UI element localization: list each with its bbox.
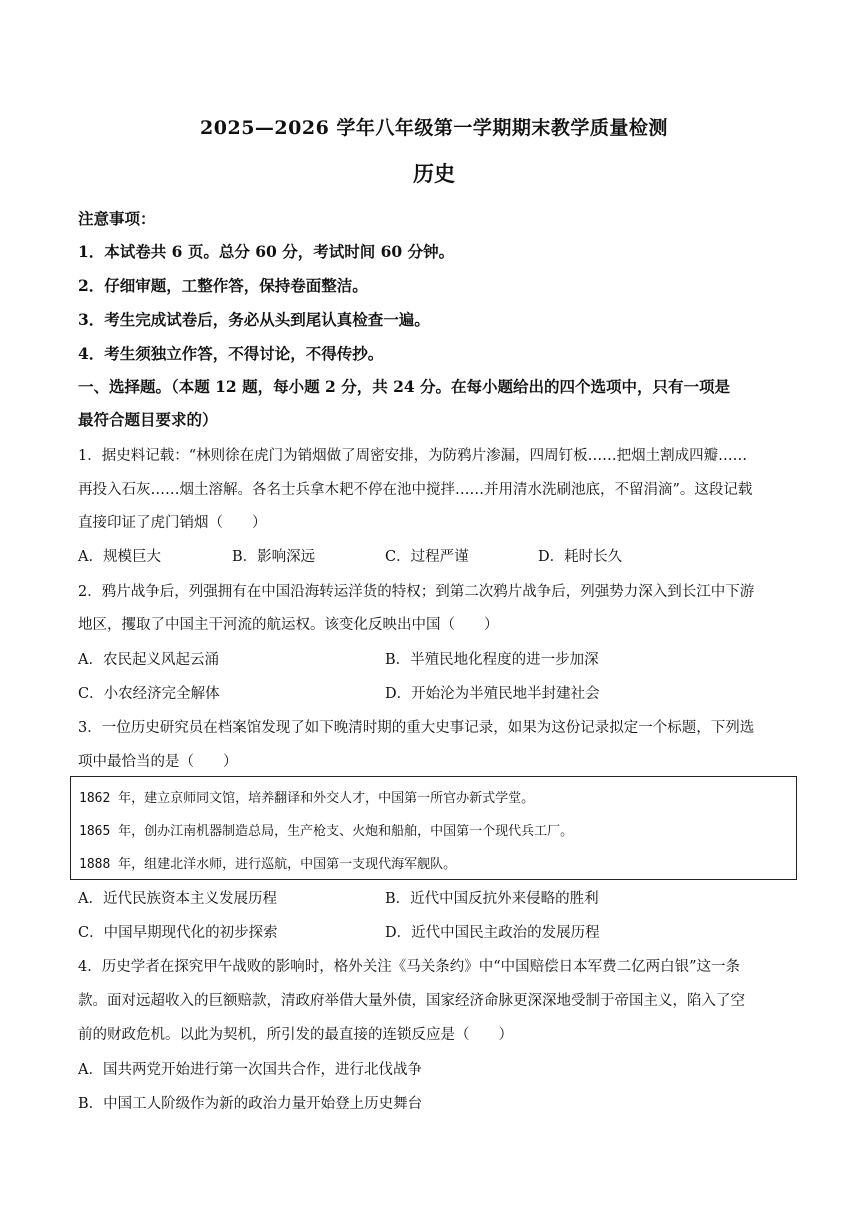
question-3-option-a[interactable]: A．近代民族资本主义发展历程: [78, 891, 277, 907]
question-1-option-b[interactable]: B．影响深远: [232, 549, 316, 565]
question-3-text: 项中最恰当的是（ ）: [78, 754, 238, 770]
question-4-option-b[interactable]: B．中国工人阶级作为新的政治力量开始登上历史舞台: [78, 1096, 423, 1112]
record-line: 1865 年，创办江南机器制造总局，生产枪支、火炮和船舶，中国第一个现代兵工厂。: [79, 824, 574, 839]
question-2-option-b[interactable]: B．半殖民地化程度的进一步加深: [385, 652, 599, 668]
notice-heading: 注意事项：: [78, 209, 156, 228]
section-heading-cont: 最符合题目要求的）: [78, 410, 218, 429]
subject-title: 历史: [413, 161, 455, 186]
question-2-option-c[interactable]: C．小农经济完全解体: [78, 686, 220, 702]
question-1-option-d[interactable]: D．耗时长久: [538, 549, 623, 565]
question-4-text: 款。面对远超收入的巨额赔款，清政府举借大量外债，国家经济命脉更深深地受制于帝国主义，陷入了空: [78, 993, 745, 1009]
notice-item: 3．考生完成试卷后，务必从头到尾认真检查一遍。: [78, 310, 430, 329]
question-2-option-d[interactable]: D．开始沦为半殖民地半封建社会: [385, 686, 600, 702]
question-3-text: 3．一位历史研究员在档案馆发现了如下晚清时期的重大史事记录，如果为这份记录拟定一个标题，下列选: [78, 720, 755, 736]
notice-item: 4．考生须独立作答，不得讨论，不得传抄。: [78, 344, 384, 363]
question-4-option-a[interactable]: A．国共两党开始进行第一次国共合作，进行北伐战争: [78, 1062, 422, 1078]
record-line: 1888 年，组建北洋水师，进行巡航，中国第一支现代海军舰队。: [79, 857, 457, 872]
question-3-option-c[interactable]: C．中国早期现代化的初步探索: [78, 925, 278, 941]
notice-item: 2．仔细审题，工整作答，保持卷面整洁。: [78, 276, 368, 295]
section-heading: 一、选择题。（本题 12 题，每小题 2 分，共 24 分。在每小题给出的四个选项中，只有一项是: [78, 377, 731, 396]
question-4-text: 前的财政危机。以此为契机，所引发的最直接的连锁反应是（ ）: [78, 1027, 513, 1043]
question-2-text: 地区，攫取了中国主干河流的航运权。该变化反映出中国（ ）: [78, 617, 499, 633]
notice-item: 1．本试卷共 6 页。总分 60 分，考试时间 60 分钟。: [78, 242, 455, 261]
question-1-option-c[interactable]: C．过程严谨: [385, 549, 469, 565]
question-1-option-a[interactable]: A．规模巨大: [78, 549, 161, 565]
question-1-text: 再投入石灰……烟土溶解。各名士兵拿木耙不停在池中搅拌……并用清水洗刷池底，不留涓滴”。这段记载: [78, 482, 753, 498]
question-1-text: 1．据史料记载：“林则徐在虎门为销烟做了周密安排，为防鸦片渗漏，四周钉板……把烟土割成四瓣……: [78, 448, 748, 464]
question-1-text: 直接印证了虎门销烟（ ）: [78, 515, 267, 531]
question-3-option-d[interactable]: D．近代中国民主政治的发展历程: [385, 925, 600, 941]
question-2-option-a[interactable]: A．农民起义风起云涌: [78, 652, 219, 668]
exam-title: 2025—2026 学年八年级第一学期期末教学质量检测: [200, 117, 668, 139]
question-2-text: 2．鸦片战争后，列强拥有在中国沿海转运洋货的特权；到第二次鸦片战争后，列强势力深入到长江中下游: [78, 584, 755, 600]
record-line: 1862 年，建立京师同文馆，培养翻译和外交人才，中国第一所官办新式学堂。: [79, 791, 535, 806]
question-4-text: 4．历史学者在探究甲午战败的影响时，格外关注《马关条约》中“中国赔偿日本军费二亿两白银”这一条: [78, 959, 741, 975]
question-3-option-b[interactable]: B．近代中国反抗外来侵略的胜利: [385, 891, 599, 907]
question-3-record-box: [70, 776, 797, 880]
